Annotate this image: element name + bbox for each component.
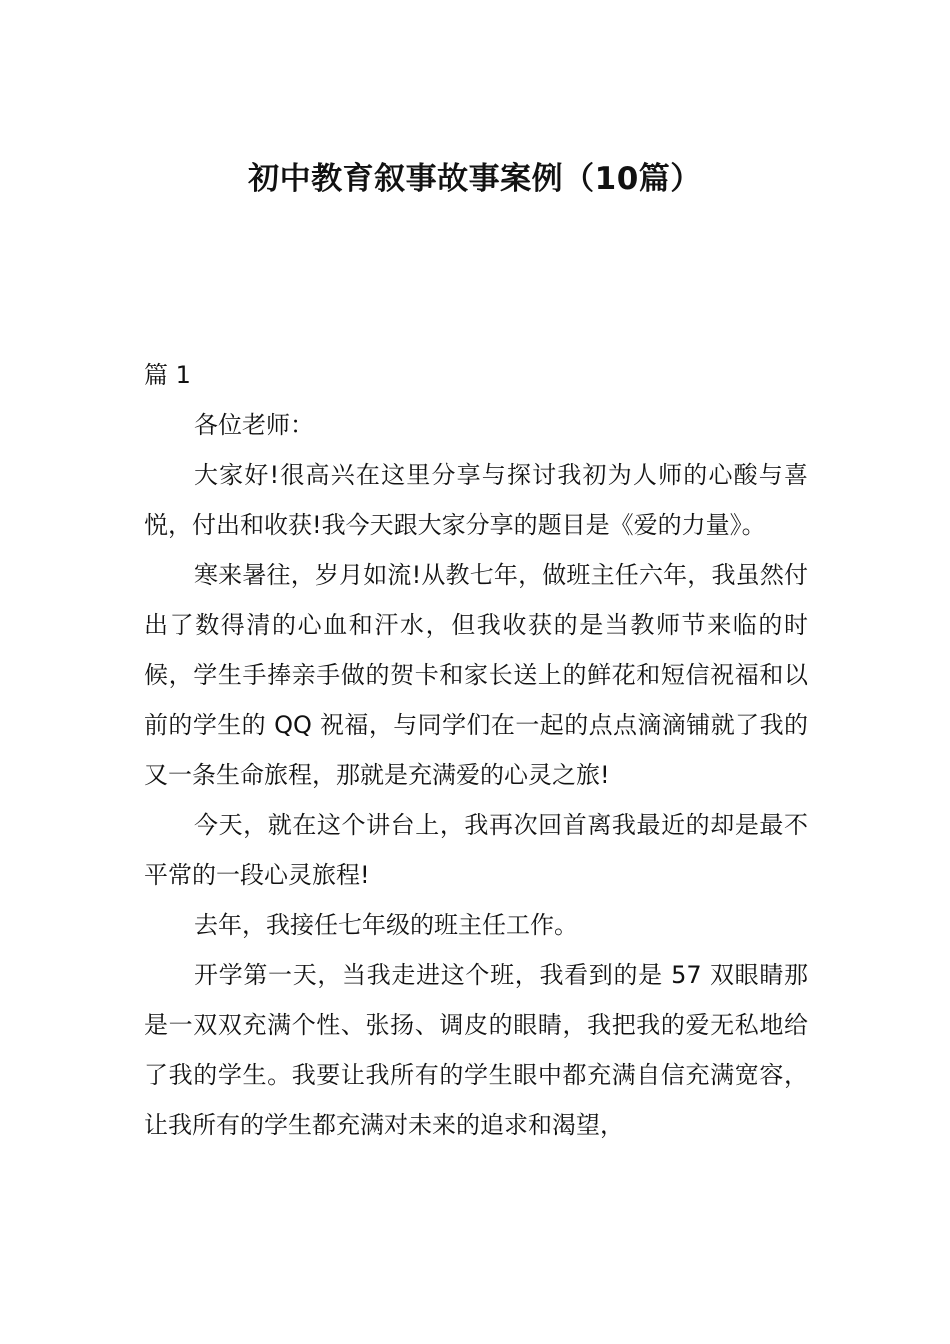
document-title: 初中教育叙事故事案例（10篇） [248, 161, 702, 197]
section-heading: 篇 1 [144, 361, 191, 389]
paragraph-greeting: 各位老师： [194, 411, 314, 439]
paragraph-first-day: 开学第一天，当我走进这个班，我看到的是 57 双眼睛那是一双双充满个性、张扬、调皮的眼睛，我把我的爱无私地给了我的学生。我要让我所有的学生眼中都充满自信充满宽容，让我所有的学生都充满对未来的追求和渴望， [144, 961, 808, 1139]
paragraph-last-year: 去年，我接任七年级的班主任工作。 [194, 911, 578, 939]
paragraph-reflection: 寒来暑往，岁月如流!从教七年，做班主任六年，我虽然付出了数得清的心血和汗水，但我收获的是当教师节来临的时候，学生手捧亲手做的贺卡和家长送上的鲜花和短信祝福和以前的学生的 QQ 祝福，与同学们在一起的点点滴滴铺就了我的又一条生命旅程，那就是充满爱的心灵之旅! [144, 561, 808, 789]
document-body [144, 350, 808, 1150]
paragraph-intro: 大家好!很高兴在这里分享与探讨我初为人师的心酸与喜悦，付出和收获!我今天跟大家分享的题目是《爱的力量》。 [144, 461, 808, 539]
paragraph-today: 今天，就在这个讲台上，我再次回首离我最近的却是最不平常的一段心灵旅程! [144, 811, 808, 889]
